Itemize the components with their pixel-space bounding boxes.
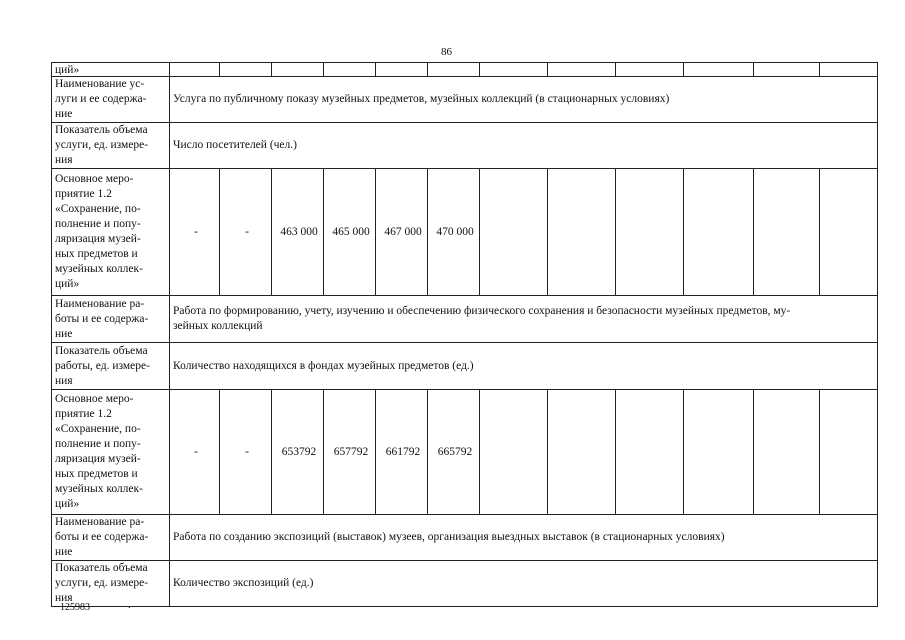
value-cell: 665792 (428, 390, 480, 515)
indicators-table (51, 62, 878, 607)
row-label: Основное меро- приятие 1.2 «Сохранение, по- полнение и попу- ляризация музей- ных предметов и музейных коллек- ций» (55, 173, 143, 290)
table-row (52, 169, 878, 296)
footer-document-code: 125983 (60, 602, 90, 613)
value-cell (684, 169, 754, 296)
volume-indicator-text: Количество экспозиций (ед.) (170, 561, 878, 607)
table-row (52, 77, 878, 123)
value-cell (820, 390, 878, 515)
table-row (52, 561, 878, 607)
volume-indicator-label (52, 561, 170, 607)
service-name-text: Услуга по публичному показу музейных предметов, музейных коллекций (в стационарных условиях) (170, 77, 878, 123)
row-label: Наименование ра- боты и ее содержа- ние (55, 297, 149, 340)
table-cell (754, 63, 820, 77)
table-cell (324, 63, 376, 77)
value-cell (480, 169, 548, 296)
value-cell: 465 000 (324, 169, 376, 296)
value-cell (616, 169, 684, 296)
value-cell: - (170, 169, 220, 296)
row-label: Показатель объема услуги, ед. измере- ния (55, 124, 149, 166)
value-cell: 467 000 (376, 169, 428, 296)
table-cell (272, 63, 324, 77)
value-cell (616, 390, 684, 515)
table-cell (428, 63, 480, 77)
table-cell (616, 63, 684, 77)
service-name-label (52, 77, 170, 123)
value-cell (548, 169, 616, 296)
volume-indicator-text: Число посетителей (чел.) (170, 123, 878, 169)
value-cell: 661792 (376, 390, 428, 515)
value-cell: 657792 (324, 390, 376, 515)
continuation-label (52, 63, 170, 77)
value-cell: - (220, 169, 272, 296)
page-number: 86 (441, 46, 452, 58)
volume-indicator-label (52, 123, 170, 169)
footer-mark: . (128, 600, 131, 611)
row-label: Показатель объема работы, ед. измере- ния (55, 344, 150, 387)
table-row (52, 63, 878, 77)
value-cell (754, 390, 820, 515)
work-name-label (52, 296, 170, 343)
volume-indicator-text: Количество находящихся в фондах музейных предметов (ед.) (170, 343, 878, 390)
table-row (52, 123, 878, 169)
table-cell (170, 63, 220, 77)
volume-indicator-label (52, 343, 170, 390)
table-cell (376, 63, 428, 77)
value-cell: - (170, 390, 220, 515)
table-cell (220, 63, 272, 77)
row-label: Наименование ра- боты и ее содержа- ние (55, 516, 149, 558)
table-row (52, 343, 878, 390)
value-cell (480, 390, 548, 515)
measure-label (52, 390, 170, 515)
table-row (52, 390, 878, 515)
row-label: Основное меро- приятие 1.2 «Сохранение, по- полнение и попу- ляризация музей- ных предметов и музейных коллек- ций» (55, 393, 143, 510)
measure-label (52, 169, 170, 296)
value-cell (754, 169, 820, 296)
table-row (52, 296, 878, 343)
table-row (52, 515, 878, 561)
work-name-text: Работа по формированию, учету, изучению и обеспечению физического сохранения и безопасности музейных предметов, му- зейных коллекций (170, 296, 878, 343)
table-cell (548, 63, 616, 77)
row-label: ций» (55, 63, 80, 76)
value-cell: - (220, 390, 272, 515)
work-name-label (52, 515, 170, 561)
table-cell (480, 63, 548, 77)
value-cell (820, 169, 878, 296)
value-cell (684, 390, 754, 515)
table-cell (684, 63, 754, 77)
table-cell (820, 63, 878, 77)
value-cell (548, 390, 616, 515)
work-name-text: Работа по созданию экспозиций (выставок) музеев, организация выездных выставок (в стационарных условиях) (170, 515, 878, 561)
row-label: Показатель объема услуги, ед. измере- ния (55, 562, 149, 604)
value-cell: 463 000 (272, 169, 324, 296)
row-label: Наименование ус- луги и ее содержа- ние (55, 78, 147, 120)
value-cell: 470 000 (428, 169, 480, 296)
value-cell: 653792 (272, 390, 324, 515)
